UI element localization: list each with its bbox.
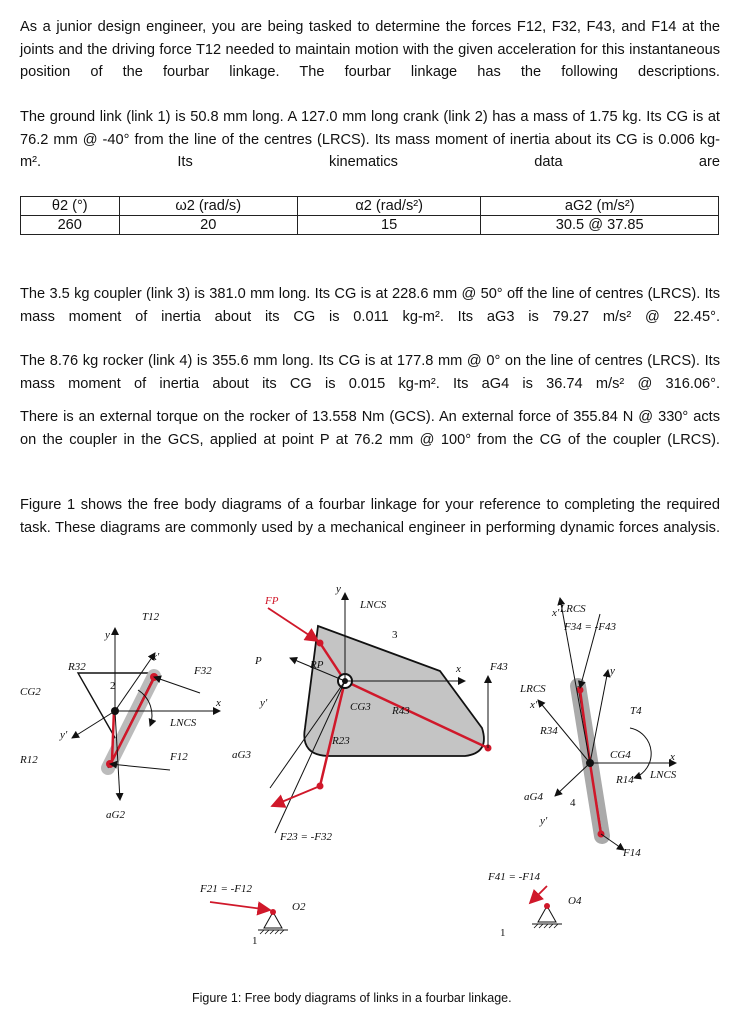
label-r23: R23 — [332, 735, 350, 747]
coupler-link-3-diagram — [232, 583, 508, 843]
label-link-2: 2 — [110, 680, 116, 692]
rocker-paragraph: The 8.76 kg rocker (link 4) is 355.6 mm long. Its CG is at 177.8 mm @ 0° on the line of centres (LRCS). Its mass moment of inertia about its CG is 0.015 kg-m². Its aG4 is 36.74 m/s² @ 316.06°. — [20, 353, 720, 392]
label-cg2: CG2 — [20, 686, 41, 698]
torque-t4-arrow — [630, 728, 651, 778]
rocker-link-4-diagram — [519, 598, 677, 859]
label-rocker-xprime: x' — [552, 607, 560, 619]
label-t12: T12 — [142, 611, 160, 623]
label-r34: R34 — [540, 725, 558, 737]
label-rp: RP — [310, 659, 324, 671]
label-r14: R14 — [616, 774, 634, 786]
table-header-theta2: θ2 (°) — [21, 197, 120, 216]
table-cell-ag2: 30.5 @ 37.85 — [481, 216, 719, 235]
rocker-y-axis — [590, 670, 608, 763]
label-r32: R32 — [68, 661, 86, 673]
crank-position-vector-r32 — [112, 678, 154, 761]
label-f21-equation: F21 = -F12 — [200, 883, 253, 895]
label-o4: O4 — [568, 895, 582, 907]
figure-caption: Figure 1: Free body diagrams of links in a fourbar linkage. — [192, 991, 512, 1005]
crank-yprime-axis — [72, 711, 115, 738]
label-lncs-crank: LNCS — [170, 717, 197, 729]
label-rocker-yprime: y' — [540, 815, 548, 827]
label-coupler-y: y — [336, 583, 341, 595]
force-f32-arrow — [154, 677, 200, 693]
label-coupler-yprime: y' — [260, 697, 268, 709]
label-link-3: 3 — [392, 629, 398, 641]
label-fp: FP — [265, 595, 279, 607]
label-r12: R12 — [20, 754, 38, 766]
label-ag2: aG2 — [106, 809, 125, 821]
external-force-fp-arrow — [268, 608, 318, 641]
table-cell-omega2: 20 — [119, 216, 297, 235]
label-f12: F12 — [170, 751, 188, 763]
label-cg3: CG3 — [350, 701, 371, 713]
label-f14: F14 — [623, 847, 641, 859]
table-cell-theta2: 260 — [21, 216, 120, 235]
rocker-acceleration-arrow — [555, 763, 590, 796]
table-cell-alpha2: 15 — [297, 216, 481, 235]
label-ag3: aG3 — [232, 749, 251, 761]
kinematics-table — [20, 196, 719, 235]
label-ground-1-right: 1 — [500, 927, 506, 939]
external-load-paragraph: There is an external torque on the rocker of 13.558 Nm (GCS). An external force of 355.84 N @ 330° acts on the coupler in the GCS, applied at point P at 76.2 mm @ 100° from the CG of the coupler (LRCS). — [20, 409, 720, 448]
ground-pivot-o2-diagram — [199, 883, 306, 947]
table-row — [21, 216, 719, 235]
figure-reference-paragraph: Figure 1 shows the free body diagrams of a fourbar linkage for your reference to completing the required task. These diagrams are commonly used by a mechanical engineer in performing dynamic forces analysis. — [20, 497, 720, 536]
label-o2: O2 — [292, 901, 306, 913]
label-f23-equation: F23 = -F32 — [280, 831, 333, 843]
label-crank-yprime: y' — [60, 729, 68, 741]
label-crank-x: x — [216, 697, 221, 709]
label-rocker-y: y — [610, 665, 615, 677]
label-cg4: CG4 — [610, 749, 631, 761]
coupler-paragraph: The 3.5 kg coupler (link 3) is 381.0 mm long. Its CG is at 228.6 mm @ 50° off the line of centres (LRCS). Its mass moment of inertia about its CG is 0.011 kg-m². Its aG3 is 79.27 m/s² @ 22.45°. — [20, 286, 720, 325]
force-f23-arrow — [272, 786, 320, 806]
label-ag4: aG4 — [524, 791, 543, 803]
table-header-alpha2: α2 (rad/s²) — [297, 197, 481, 216]
label-t4: T4 — [630, 705, 642, 717]
ground-link-paragraph: The ground link (link 1) is 50.8 mm long. A 127.0 mm long crank (link 2) has a mass of 1.75 kg. Its CG is at 76.2 mm @ -40° from the line of the centres (LRCS). Its mass moment of inertia about its CG is 0.006 kg-m². Its kinematics data are — [20, 109, 720, 171]
label-lrcs-top: LRCS — [560, 603, 586, 615]
force-f21-arrow — [210, 902, 270, 910]
free-body-diagrams-figure — [20, 578, 724, 1008]
force-f12-arrow — [110, 764, 170, 770]
crank-link-2-diagram — [20, 611, 221, 821]
label-r43: R43 — [392, 705, 410, 717]
label-link-4: 4 — [570, 797, 576, 809]
label-rocker-x: x — [670, 751, 675, 763]
table-header-row — [21, 197, 719, 216]
label-f32: F32 — [194, 665, 212, 677]
label-f34-equation: F34 = -F43 — [564, 621, 617, 633]
label-rocker-xprime2: x' — [530, 699, 538, 711]
label-lncs-rocker: LNCS — [650, 769, 677, 781]
label-p: P — [255, 655, 262, 667]
label-crank-y: y — [105, 629, 110, 641]
label-coupler-x: x — [456, 663, 461, 675]
label-f41-equation: F41 = -F14 — [488, 871, 541, 883]
label-ground-1-left: 1 — [252, 935, 258, 947]
table-header-ag2: aG2 (m/s²) — [481, 197, 719, 216]
label-lrcs-mid: LRCS — [520, 683, 546, 695]
intro-paragraph: As a junior design engineer, you are being tasked to determine the forces F12, F32, F43, and F14 at the joints and the driving force T12 needed to maintain motion with the given acceleration for this instantaneous position of the fourbar linkage. The fourbar linkage has the following descriptions. — [20, 19, 720, 81]
label-lncs-coupler: LNCS — [360, 599, 387, 611]
label-crank-xprime: x' — [152, 651, 160, 663]
ground-pivot-o4-diagram — [487, 871, 582, 939]
force-f41-arrow — [530, 886, 547, 903]
label-f43: F43 — [490, 661, 508, 673]
table-header-omega2: ω2 (rad/s) — [119, 197, 297, 216]
